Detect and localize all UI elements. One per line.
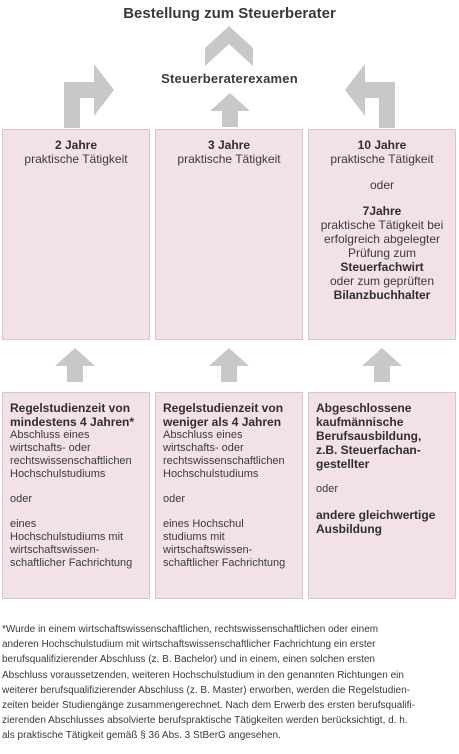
education-box-2 bbox=[155, 392, 303, 599]
years-alt-label: 7Jahre bbox=[362, 204, 402, 218]
education-heading: z.B. Steuerfachan- bbox=[316, 443, 421, 457]
oder-label: oder bbox=[316, 483, 339, 495]
oder-label: oder bbox=[369, 178, 395, 192]
practice-box-1 bbox=[2, 129, 150, 340]
education-heading: Berufsausbildung, bbox=[316, 429, 422, 443]
fachwirt-label: Steuerfachwirt bbox=[340, 260, 424, 274]
footnote-line: als praktische Tätigkeit gemäß § 36 Abs. 3 StBerG angesehen. bbox=[2, 730, 281, 742]
education-heading: gestellter bbox=[316, 457, 370, 471]
detail-line: oder zum geprüften bbox=[329, 274, 435, 288]
education-box-1 bbox=[2, 392, 150, 599]
practice-label: praktische Tätigkeit bbox=[330, 152, 434, 166]
footnote-line: zierenden Abschlusses absolvierte berufspraktische Tätigkeiten werden berücksichtigt, d. h. bbox=[2, 715, 408, 727]
education-heading: kaufmännische bbox=[316, 415, 404, 429]
footnote-line: weiterer berufsqualifizierender Abschluss (z. B. Master) erworben, werden die Regelstudien- bbox=[2, 684, 410, 696]
education-text: Abschluss eines bbox=[163, 429, 243, 441]
buchhalter-label: Bilanzbuchhalter bbox=[333, 288, 431, 302]
education-heading: andere gleichwertige bbox=[316, 508, 436, 522]
turn-right-arrow bbox=[64, 62, 116, 128]
footnote-line: zeiten beider Studiengänge zusammengerechnet. Nach dem Erwerb des ersten berufsqualifi- bbox=[2, 700, 416, 712]
years-label: 3 Jahre bbox=[207, 138, 251, 152]
education-heading: Abgeschlossene bbox=[316, 401, 412, 415]
education-text: wirtschaftswissen- bbox=[10, 544, 100, 556]
education-heading: weniger als 4 Jahren bbox=[163, 415, 282, 429]
education-heading: Regelstudienzeit von bbox=[163, 401, 284, 415]
practice-box-2 bbox=[155, 129, 303, 340]
education-text: wirtschafts- oder bbox=[10, 442, 91, 454]
education-text: Hochschulstudiums bbox=[163, 468, 259, 480]
oder-label: oder bbox=[163, 493, 186, 505]
education-text: eines Hochschul bbox=[163, 518, 244, 530]
up-arrow-right bbox=[362, 348, 402, 382]
exam-label: Steuerberaterexamen bbox=[161, 71, 298, 86]
education-text: studiums mit bbox=[163, 531, 225, 543]
turn-left-arrow bbox=[343, 62, 395, 128]
education-text: wirtschafts- oder bbox=[163, 442, 244, 454]
detail-line: erfolgreich abgelegter bbox=[323, 232, 441, 246]
education-text: rechtswissenschaftlichen bbox=[10, 455, 132, 467]
footnote bbox=[2, 622, 454, 744]
education-text: rechtswissenschaftlichen bbox=[163, 455, 285, 467]
education-text: Abschluss eines bbox=[10, 429, 90, 441]
footnote-line: *Wurde in einem wirtschaftswissenschaftlichen, rechtswissenschaftlichen oder einem bbox=[2, 624, 379, 635]
detail-line: praktische Tätigkeit bei bbox=[320, 218, 444, 232]
up-arrow-left bbox=[55, 348, 95, 382]
practice-label: praktische Tätigkeit bbox=[24, 152, 128, 166]
oder-label: oder bbox=[10, 493, 33, 505]
practice-label: praktische Tätigkeit bbox=[177, 152, 281, 166]
up-arrow-middle bbox=[210, 93, 250, 127]
education-heading: mindestens 4 Jahren* bbox=[10, 415, 135, 429]
footnote-line: berufsqualifizierender Abschluss (z. B. Bachelor) und in einem, einen solchen ersten bbox=[2, 654, 375, 666]
education-text: schaftlicher Fachrichtung bbox=[10, 557, 133, 569]
education-text: Hochschulstudiums mit bbox=[10, 531, 124, 543]
up-arrow-center bbox=[209, 348, 249, 382]
footnote-line: Abschluss voraussetzenden, weiteren Hochschulstudium in den genannten Richtungen ein bbox=[2, 669, 404, 681]
education-text: eines bbox=[10, 518, 37, 530]
education-heading: Regelstudienzeit von bbox=[10, 401, 131, 415]
education-box-3 bbox=[308, 392, 456, 599]
chevron-up-arrow bbox=[203, 22, 255, 66]
education-text: wirtschaftswissen- bbox=[163, 544, 253, 556]
years-label: 2 Jahre bbox=[54, 138, 98, 152]
education-heading: Ausbildung bbox=[316, 522, 382, 536]
practice-box-3 bbox=[308, 129, 456, 340]
years-label: 10 Jahre bbox=[357, 138, 407, 152]
education-text: Hochschulstudiums bbox=[10, 468, 106, 480]
education-text: schaftlicher Fachrichtung bbox=[163, 557, 286, 569]
diagram-title: Bestellung zum Steuerberater bbox=[123, 5, 336, 22]
detail-line: Prüfung zum bbox=[347, 246, 417, 260]
footnote-line: anderen Hochschulstudium mit wirtschaftswissenschaftlicher Fachrichtung ein erster bbox=[2, 639, 376, 651]
